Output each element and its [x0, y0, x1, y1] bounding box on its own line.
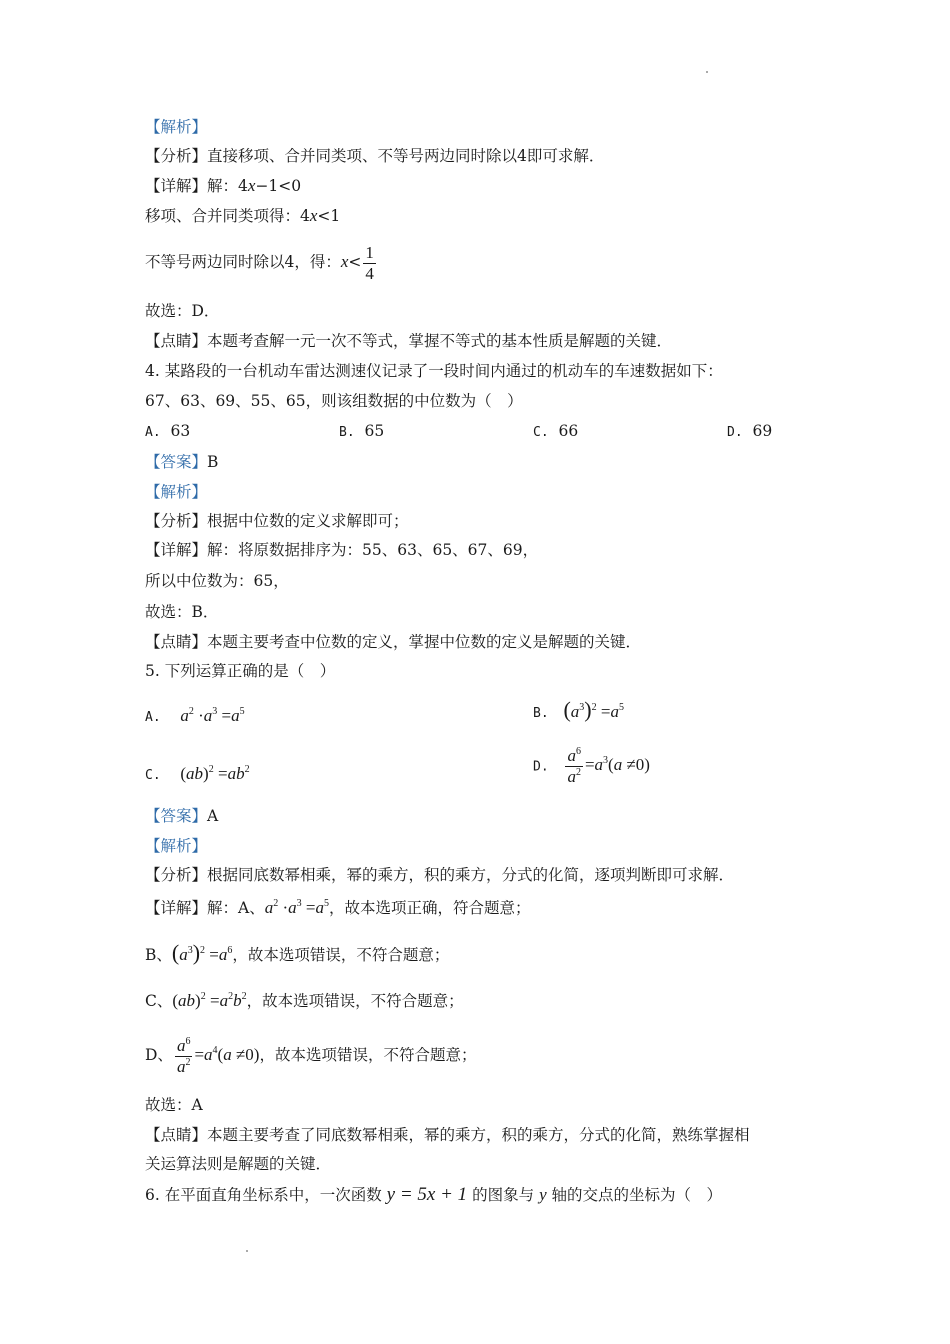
formula: $(ab)^2 =ab^2$: [180, 764, 250, 783]
q4-comment: 【点睛】本题主要考查中位数的定义，掌握中位数的定义是解题的关键．: [145, 633, 642, 651]
formula: $a^2 \cdot a^3 =a^5$: [180, 706, 245, 725]
q4-analysis: 【分析】根据中位数的定义求解即可；: [145, 512, 409, 530]
q4-jiexi-heading: 【解析】: [145, 483, 208, 501]
formula: $\frac{a^6}{a^2}$ $=a^3(a \ne 0)$: [567, 746, 650, 786]
q5-detail-d: D、 $\frac{a^6}{a^2}$ $=a^4(a \ne 0)$，故本选项错误，不符合题意；: [145, 1035, 477, 1076]
formula: $(ab)^2 =a^2b^2$: [172, 991, 247, 1010]
q5-jiexi-heading: 【解析】: [145, 837, 208, 855]
q5-detail-a: 【详解】解：A、$a^2 \cdot a^3 =a^5$，故本选项正确，符合题意；: [145, 898, 531, 917]
formula: $(a^3)^2 =a^5$: [563, 697, 624, 722]
q4-option-a: A. 63: [145, 422, 191, 440]
q4-choice: 故选：B．: [145, 603, 219, 621]
step-divide: 不等号两边同时除以4，得：x< $\frac{1}{4}$: [145, 242, 374, 283]
answer-choice: 故选：D．: [145, 302, 220, 320]
q5-comment: 【点睛】本题主要考查了同底数幂相乘，幂的乘方，积的乘方，分式的化简，熟练掌握相: [145, 1126, 750, 1144]
analysis-line: 【分析】直接移项、合并同类项、不等号两边同时除以4即可求解．: [145, 147, 605, 165]
detail-line: 【详解】解：4x−1<0: [145, 176, 302, 195]
q5-analysis: 【分析】根据同底数幂相乘，幂的乘方，积的乘方，分式的化简，逐项判断即可求解．: [145, 866, 735, 884]
q5-answer: 【答案】A: [145, 807, 219, 825]
comment-line: 【点睛】本题考查解一元一次不等式，掌握不等式的基本性质是解题的关键．: [145, 332, 673, 350]
q4-stem-data: 67、63、69、55、65，则该组数据的中位数为（ ）: [145, 392, 523, 410]
q6-stem: 6. 在平面直角坐标系中，一次函数 y = 5x + 1 的图象与 y 轴的交点的坐标为（ ）: [145, 1184, 723, 1205]
q5-stem: 5. 下列运算正确的是（ ）: [145, 662, 336, 680]
q5-detail-b: B、$(a^3)^2 =a^6$，故本选项错误，不符合题意；: [145, 940, 450, 965]
q4-answer: 【答案】B: [145, 453, 219, 471]
q5-comment-cont: 关运算法则是解题的关键．: [145, 1155, 332, 1173]
formula: $a^2 \cdot a^3 =a^5$: [264, 898, 329, 917]
scan-dot: [706, 71, 708, 73]
formula: $\frac{a^6}{a^2}$ $=a^4(a \ne 0)$: [176, 1035, 260, 1076]
scan-dot: [246, 1250, 248, 1252]
q5-choice: 故选：A: [145, 1096, 203, 1114]
q4-detail: 【详解】解：将原数据排序为：55、63、65、67、69，: [145, 541, 539, 559]
q5-option-b: B. $(a^3)^2 =a^5$: [533, 697, 624, 722]
q5-option-d: D. $\frac{a^6}{a^2}$ $=a^3(a \ne 0)$: [533, 746, 650, 786]
q4-median: 所以中位数为：65，: [145, 572, 289, 590]
q4-option-d: D. 69: [727, 422, 773, 440]
formula: y = 5x + 1: [386, 1184, 468, 1205]
formula: $(a^3)^2 =a^6$: [171, 940, 233, 965]
q5-option-c: C. $(ab)^2 =ab^2$: [145, 764, 250, 783]
q4-option-b: B. 65: [339, 422, 385, 440]
step-move-terms: 移项、合并同类项得：4x<1: [145, 206, 341, 225]
q4-stem: 4. 某路段的一台机动车雷达测速仪记录了一段时间内通过的机动车的车速数据如下：: [145, 362, 723, 380]
fraction-one-quarter: $\frac{1}{4}$: [365, 242, 374, 283]
q5-detail-c: C、$(ab)^2 =a^2b^2$，故本选项错误，不符合题意；: [145, 991, 464, 1010]
q4-option-c: C. 66: [533, 422, 579, 440]
q5-option-a: A. $a^2 \cdot a^3 =a^5$: [145, 706, 245, 725]
jiexi-heading: 【解析】: [145, 118, 208, 136]
